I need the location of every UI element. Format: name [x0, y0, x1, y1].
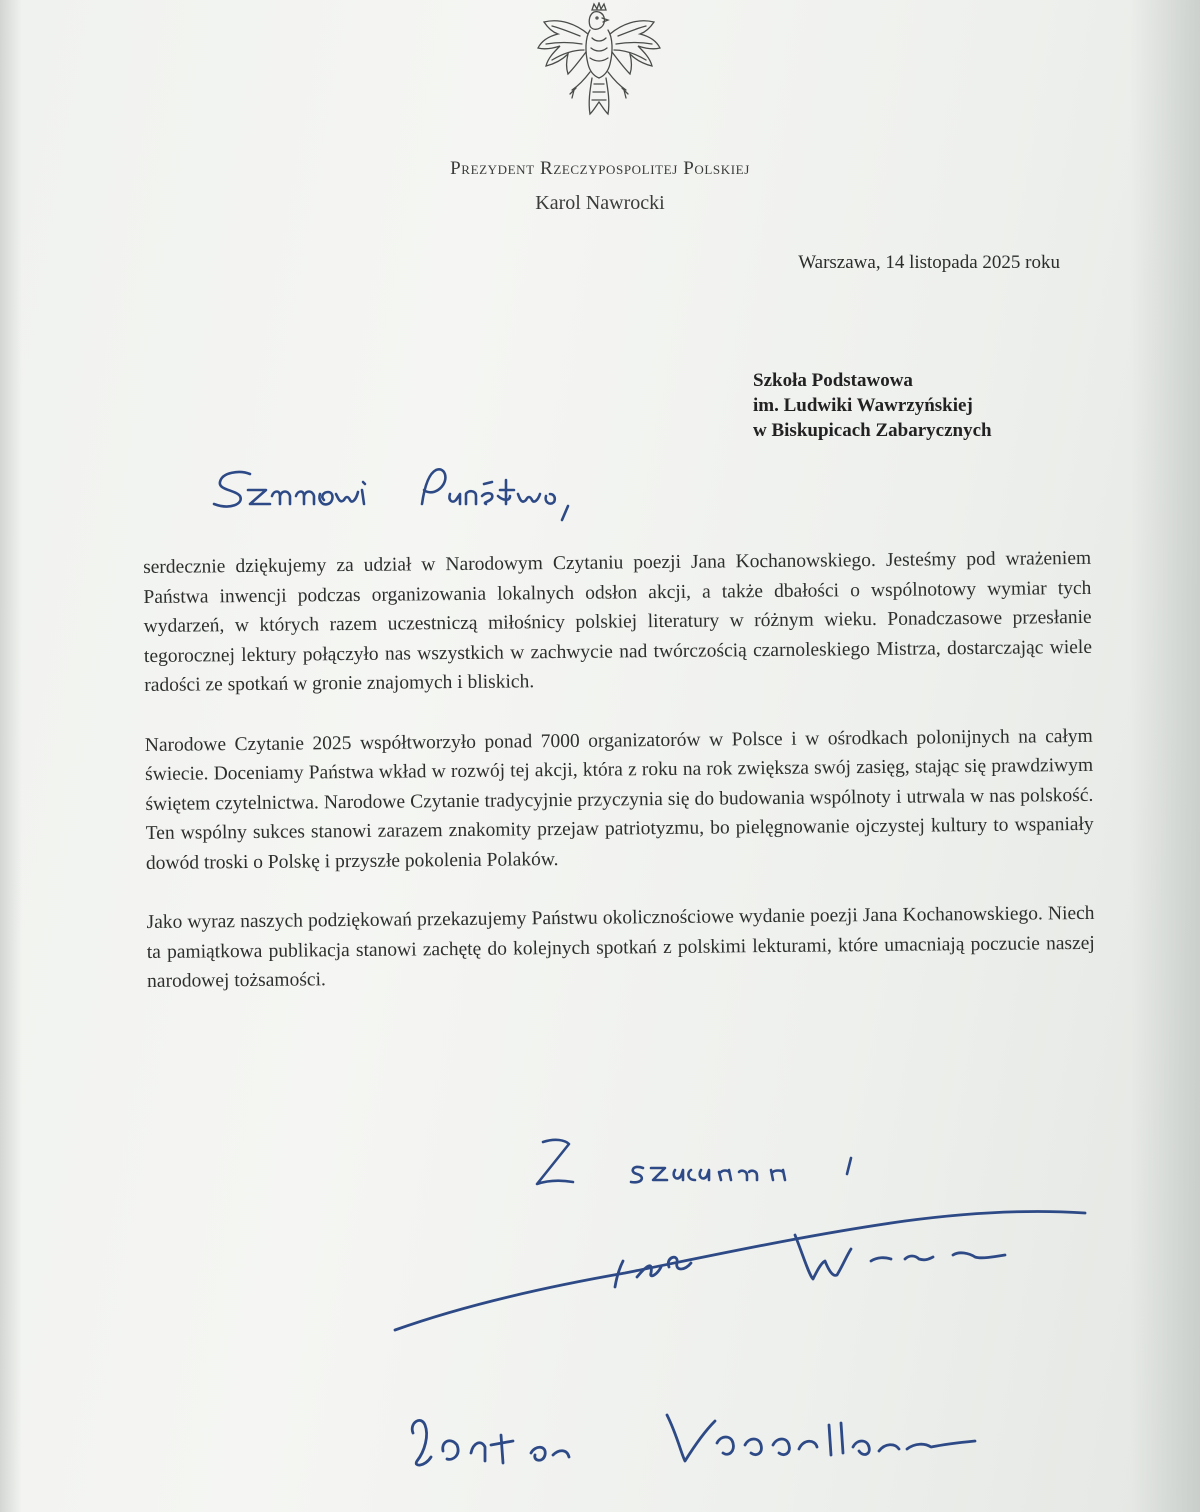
body-paragraph: Narodowe Czytanie 2025 współtworzyło ponad 7000 organizatorów w Polsce i w ośrodkach polonijnych na całym świecie. Doceniamy Państwa wkład w rozwój tej akcji, która z roku na rok zwiększa swój zasięg, stając się prawdziwym świętem czytelnictwa. Narodowe Czytanie tradycyjnie przyczynia się do budowania wspólnoty i utrwala w nas polskość. Ten wspólny sukces stanowi zarazem znakomity przejaw patriotyzmu, bo pielęgnowanie ojczystej kultury to wspaniały dowód troski o Polskę i przyszłe pokolenia Polaków. — [144, 725, 1094, 874]
letterhead-name: Karol Nawrocki — [535, 192, 665, 214]
handwritten-signature — [385, 1205, 1105, 1505]
letter-body — [143, 544, 1096, 1027]
page-edge-shadow — [1130, 0, 1200, 1512]
eagle-emblem-icon — [530, 2, 668, 124]
page-left-shadow — [0, 0, 22, 1512]
body-paragraph: Jako wyraz naszych podziękowań przekazujemy Państwu okolicznościowe wydanie poezji Jana Kochanowskiego. Niech ta pamiątkowa publikacja stanowi zachętę do kolejnych spotkań z polskimi lekturami, które umacniają poczucie naszej narodowej tożsamości. — [146, 902, 1095, 992]
date-line: Warszawa, 14 listopada 2025 roku — [798, 252, 1060, 273]
addressee-line: im. Ludwiki Wawrzyńskiej — [753, 395, 973, 416]
handwritten-closing — [525, 1128, 885, 1203]
letterhead-title: Prezydent Rzeczypospolitej Polskiej — [450, 158, 750, 179]
addressee-line: w Biskupicach Zabarycznych — [753, 420, 992, 441]
addressee-line: Szkoła Podstawowa — [753, 370, 913, 391]
body-paragraph: serdecznie dziękujemy za udział w Narodowym Czytaniu poezji Jana Kochanowskiego. Jesteśmy pod wrażeniem Państwa inwencji podczas organizowania lokalnych odsłon akcji, a także dbałości o wspólnotowy wymiar tych wydarzeń, w których razem uczestniczą miłośnicy polskiej literatury w różnym wieku. Ponadczasowe przesłanie tegorocznej lektury połączyło nas wszystkich w zachwycie nad twórczością czarnoleskiego Mistrza, dostarczając wiele radości ze spotkań w gronie znajomych i bliskich. — [143, 547, 1093, 696]
handwritten-salutation — [210, 460, 590, 530]
addressee-block — [753, 368, 992, 443]
